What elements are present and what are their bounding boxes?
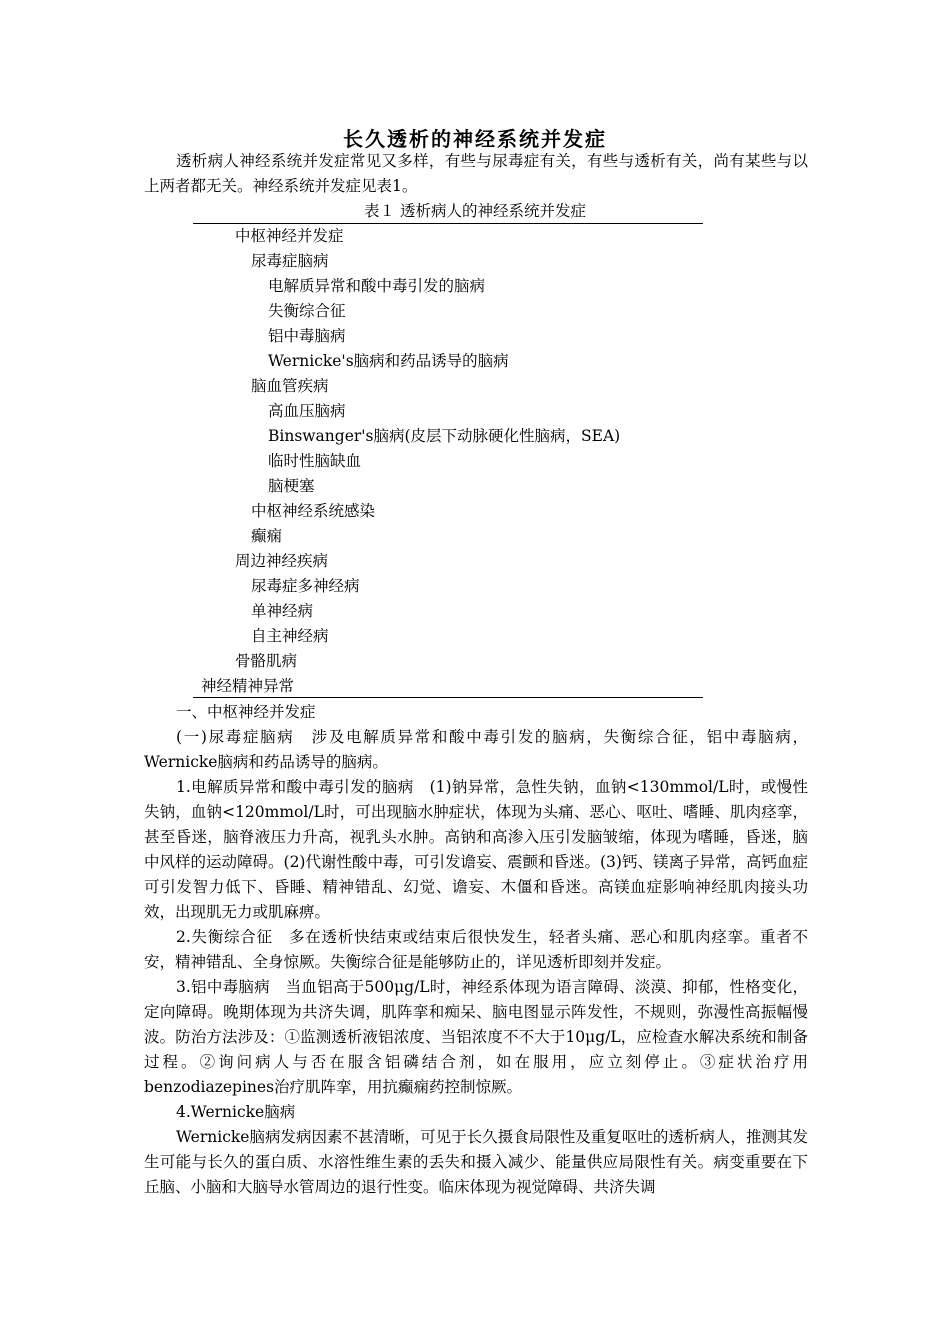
table-item-l3: Wernicke's脑病和药品诱导的脑病 (268, 352, 509, 370)
table-item-l2: 尿毒症脑病 (251, 252, 329, 270)
section-heading: 一、中枢神经并发症 (176, 703, 316, 721)
table-item-l0: 神经精神异常 (201, 677, 295, 695)
table-item-l2: 癫痫 (251, 527, 283, 545)
table-item-l3: 电解质异常和酸中毒引发的脑病 (268, 277, 486, 295)
table-item-l3: 失衡综合征 (268, 302, 346, 320)
table-item-l2: 尿毒症多神经病 (251, 577, 360, 595)
table-item-l2: 中枢神经系统感染 (251, 502, 376, 520)
table-item-l2: 自主神经病 (251, 627, 329, 645)
table-item-l2: 脑血管疾病 (251, 377, 329, 395)
paragraph-wernicke-heading: 4.Wernicke脑病 (176, 1103, 296, 1121)
table-caption: 表１ 透析病人的神经系统并发症 (364, 202, 586, 220)
table-item-l3: 临时性脑缺血 (268, 452, 362, 470)
paragraph-disequilibrium-syndrome: 2.失衡综合征 多在透析快结束或结束后很快发生，轻者头痛、恶心和肌肉痉挛。重者不安，精神错乱、全身惊厥。失衡综合征是能够防止的，详见透析即刻并发症。 (144, 928, 808, 971)
table-item-l3: 高血压脑病 (268, 402, 346, 420)
paragraph-aluminum-encephalopathy: 3.铝中毒脑病 当血铝高于500μg/L时，神经系体现为语言障碍、淡漠、抑郁，性格变化，定向障碍。晚期体现为共济失调，肌阵挛和痴呆、脑电图显示阵发性，不规则，弥漫性高振幅慢波。防治方法涉及：①监测透析液铝浓度、当铝浓度不不大于10μg/L，应检查水解决系统和制备过程。②询问病人与否在服含铝磷结合剂，如在服用，应立刻停止。③症状治疗用benzodiazepines治疗肌阵挛，用抗癫痫药控制惊厥。 (144, 978, 808, 1096)
paragraph-electrolyte-encephalopathy: 1.电解质异常和酸中毒引发的脑病 (1)钠异常，急性失钠，血钠<130mmol/L时，或慢性失钠，血钠<120mmol/L时，可出现脑水肿症状，体现为头痛、恶心、呕吐、嗜睡、肌肉痉挛，甚至昏迷，脑脊液压力升高，视乳头水肿。高钠和高渗入压引发脑皱缩，体现为嗜睡，昏迷，脑中风样的运动障碍。(2)代谢性酸中毒，可引发谵妄、震颤和昏迷。(3)钙、镁离子异常，高钙血症可引发智力低下、昏睡、精神错乱、幻觉、谵妄、木僵和昏迷。高镁血症影响神经肌肉接头功效，出现肌无力或肌麻痹。 (144, 778, 808, 921)
table-item-l3: Binswanger's脑病(皮层下动脉硬化性脑病，SEA) (268, 427, 621, 445)
intro-paragraph: 透析病人神经系统并发症常见又多样，有些与尿毒症有关，有些与透析有关，尚有某些与以上两者都无关。神经系统并发症见表1。 (144, 152, 808, 195)
paragraph-wernicke: Wernicke脑病发病因素不甚清晰，可见于长久摄食局限性及重复呕吐的透析病人，推测其发生可能与长久的蛋白质、水溶性维生素的丢失和摄入减少、能量供应局限性有关。病变重要在下丘脑、小脑和大脑导水管周边的退行性变。临床体现为视觉障碍、共济失调 (144, 1128, 808, 1196)
table-top-rule (193, 223, 703, 224)
table-item-l1: 骨骼肌病 (235, 652, 298, 670)
document-title: 长久透析的神经系统并发症 (343, 127, 607, 151)
table-item-l1: 中枢神经并发症 (235, 227, 344, 245)
table-bottom-rule (193, 697, 703, 698)
table-item-l3: 脑梗塞 (268, 477, 315, 495)
table-item-l2: 单神经病 (251, 602, 314, 620)
paragraph-uremic-encephalopathy: (一)尿毒症脑病 涉及电解质异常和酸中毒引发的脑病，失衡综合征，铝中毒脑病，Wernicke脑病和药品诱导的脑病。 (144, 728, 808, 771)
table-item-l3: 铝中毒脑病 (268, 327, 346, 345)
table-item-l1: 周边神经疾病 (235, 552, 329, 570)
